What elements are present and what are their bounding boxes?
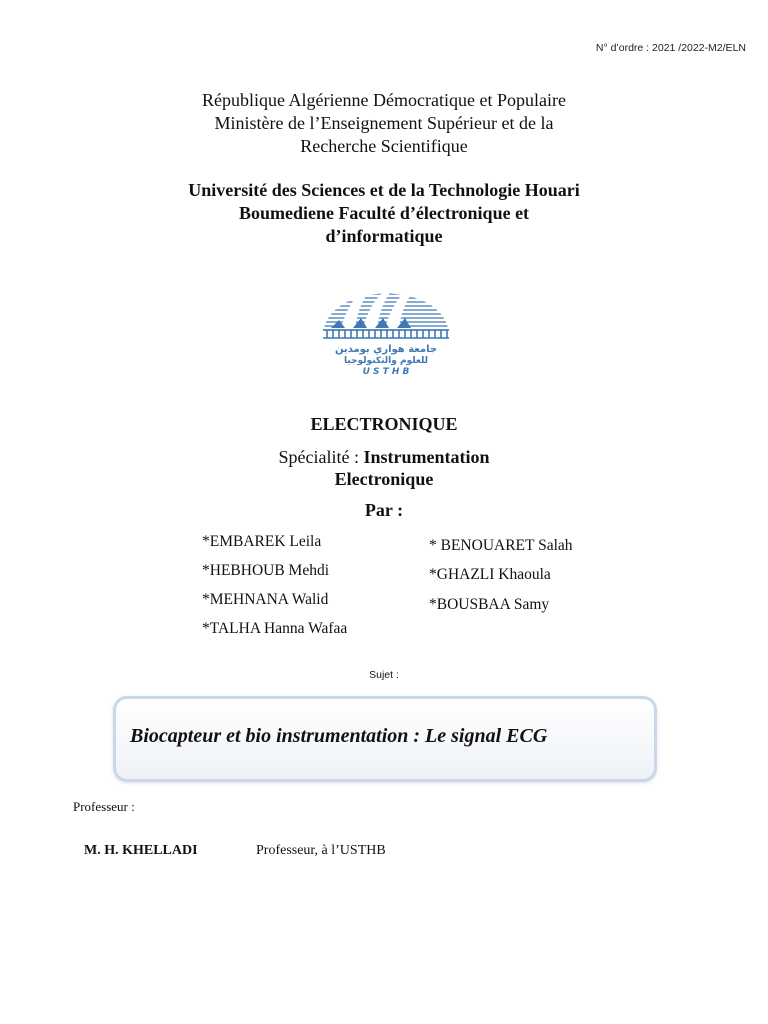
usthb-logo [319,272,453,376]
ministry-line: Recherche Scientifique [300,136,468,156]
ministry-line: Ministère de l’Enseignement Supérieur et de la [214,113,554,133]
student-name: *TALHA Hanna Wafaa [202,620,348,637]
speciality-value-line1: Instrumentation [363,447,490,467]
student-name: *GHAZLI Khaoula [429,566,551,583]
professor-label: Professeur : [73,799,135,814]
authors-label: Par : [364,500,404,520]
logo-latin-text: U S T H B [362,367,410,376]
university-line: Université des Sciences et de la Technologie Houari [188,180,580,200]
student-name: * BENOUARET Salah [429,537,573,554]
student-name: *MEHNANA Walid [202,591,329,608]
student-name: *HEBHOUB Mehdi [202,562,330,579]
university-header [0,179,768,248]
professor-title: Professeur, à l’USTHB [256,843,386,858]
university-line: d’informatique [325,226,443,246]
student-name: *EMBAREK Leila [202,533,322,550]
speciality-value-line2: Electronique [334,469,434,489]
logo-arabic-text: جامعة هواري بومدين [334,344,438,355]
domain-title: ELECTRONIQUE [310,414,458,434]
logo-arabic-subtext: للعلوم والتكنولوجيا [343,356,429,366]
speciality-label: Spécialité : [278,447,359,467]
subject-label: Sujet : [369,669,399,681]
subject-box [113,696,657,782]
subject-title: Biocapteur et bio instrumentation : Le signal ECG [130,725,548,747]
speciality [0,446,768,490]
professor-name: M. H. KHELLADI [84,843,198,858]
ministry-header [0,89,768,158]
order-number: N° d’ordre : 2021 /2022-M2/ELN [595,42,746,54]
student-name: *BOUSBAA Samy [429,596,550,613]
ministry-line: République Algérienne Démocratique et Populaire [202,90,566,110]
university-line: Boumediene Faculté d’électronique et [238,203,530,223]
